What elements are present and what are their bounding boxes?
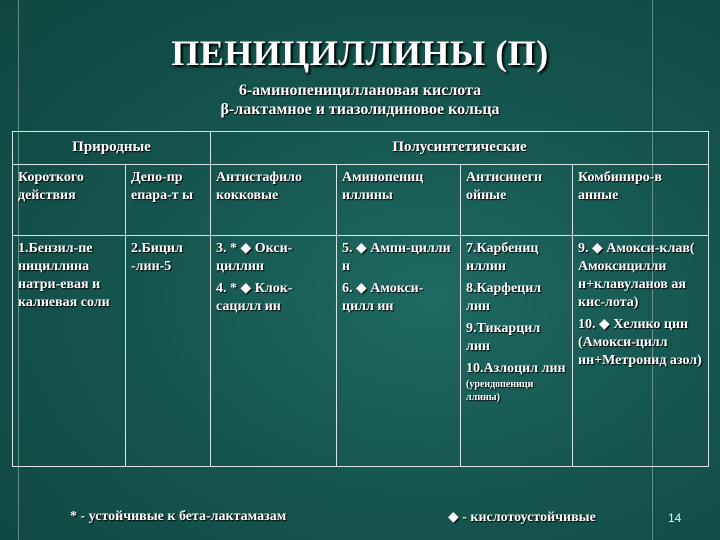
page-number: 14 (668, 511, 682, 525)
penicillin-table (12, 131, 709, 467)
type-antipseudomonal: Антисинегн ойные (461, 165, 573, 236)
entry-10-note: (уреидопеници ллины) (466, 379, 534, 403)
entry-5: 5. ◆ Ампи-цилли н (342, 241, 451, 274)
entry-6: 6. ◆ Амокси-цилл ин (342, 281, 424, 314)
cell-benzylpenicillin (13, 236, 126, 467)
type-antistaphylococcal: Антистафило кокковые (211, 165, 337, 236)
legend-diamond: ◆ - кислотоустойчивые (448, 510, 596, 525)
header-semisynthetic: Полусинтетические (211, 132, 709, 165)
entry-1: 1.Бензил-пе нициллина натри-евая и калиевая соли (18, 241, 110, 310)
slide-subtitle-2: β-лактамное и тиазолидиновое кольца (220, 101, 500, 118)
entry-9: 9.Тикарцил лин (466, 321, 541, 354)
cell-antipseudomonal-drugs (461, 236, 573, 467)
entry-7: 7.Карбениц иллин (466, 241, 539, 274)
cell-combined-drugs (573, 236, 709, 467)
entry-10: 10.Азлоцил лин (466, 361, 566, 376)
type-short-acting: Короткого действия (13, 165, 126, 236)
type-aminopenicillins: Аминопениц иллины (337, 165, 461, 236)
entry-3: 3. * ◆ Окси-циллин (216, 241, 293, 274)
slide-title: ПЕНИЦИЛЛИНЫ (П) (171, 33, 549, 73)
entry-8: 8.Карфецил лин (466, 281, 542, 314)
entry-10-combined: 10. ◆ Хелико цин (Амокси-цилл ин+Метронид азол) (578, 317, 702, 368)
cell-bicillin (126, 236, 211, 467)
type-depot: Депо-пр епара-т ы (126, 165, 211, 236)
legend-star: * - устойчивые к бета-лактамазам (70, 509, 287, 524)
slide-subtitle-1: 6-аминопенициллановая кислота (238, 82, 482, 99)
header-natural: Природные (13, 132, 211, 165)
cell-aminopenicillin-drugs (337, 236, 461, 467)
cell-antistaph-drugs (211, 236, 337, 467)
entry-2: 2.Бицил -лин-5 (131, 241, 183, 274)
type-combined: Комбиниро-в анные (573, 165, 709, 236)
entry-9-combined: 9. ◆ Амокси-клав( Амоксицилли н+клавуланов ая кис-лота) (578, 241, 695, 310)
entry-4: 4. * ◆ Клок-сацилл ин (216, 281, 293, 314)
